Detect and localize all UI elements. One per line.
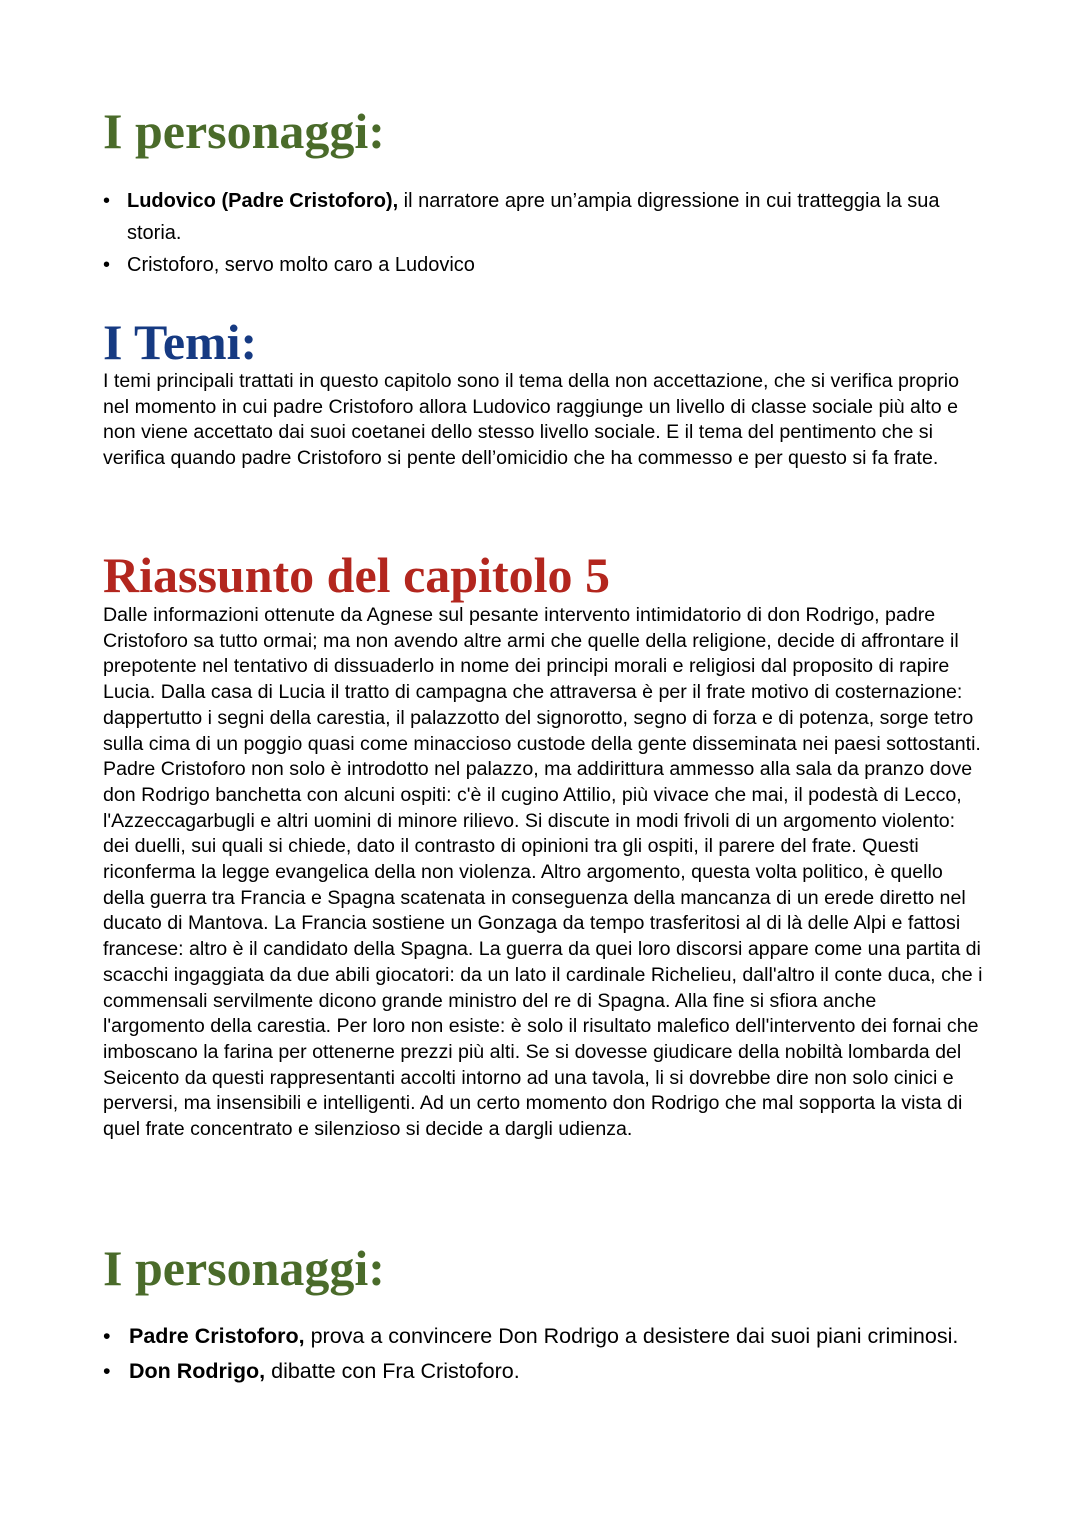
character-description: il narratore apre un’ampia digressione in cui tratteggia la sua storia. — [127, 190, 940, 244]
character-description: prova a convincere Don Rodrigo a desistere dai suoi piani criminosi. — [304, 1324, 959, 1348]
summary-paragraph: Dalle informazioni ottenute da Agnese sul pesante intervento intimidatorio di don Rodrigo, padre Cristoforo sa tutto ormai; ma non avendo altre armi che quelle della religione, decide di affrontare il prepotente nel tentativo di dissuaderlo in nome dei principi morali e religiosi dal proposito di rapire Lucia. Dalla casa di Lucia il tratto di campagna che attraversa è per il frate motivo di costernazione: dappertutto i segni della carestia, il palazzotto del signorotto, segno di forza e di potenza, sorge tetro sulla cima di un poggio quasi come minaccioso custode della gente disseminata nei paesi sottostanti. Padre Cristoforo non solo è introdotto nel palazzo, ma addirittura ammesso alla sala da pranzo dove don Rodrigo banchetta con alcuni ospiti: c'è il cugino Attilio, più vivace che mai, il podestà di Lecco, l'Azzeccagarbugli e altri uomini di minore rilievo. Si discute in modi frivoli di un argomento violento: dei duelli, sui quali si chiede, dato il contrasto di opinioni tra gli ospiti, il parere del frate. Questi riconferma la legge evangelica della non violenza. Altro argomento, questa volta politico, è quello della guerra tra Francia e Spagna scatenata in conseguenza della mancanza di un erede diretto nel ducato di Mantova. La Francia sostiene un Gonzaga da tempo trasferitosi al di là delle Alpi e fattosi francese: altro è il candidato della Spagna. La guerra da quei loro discorsi appare come una partita di scacchi ingaggiata da due abili giocatori: da un lato il cardinale Richelieu, dall'altro il conte duca, che i commensali servilmente dicono grande ministro del re di Spagna. Alla fine si sfiora anche l'argomento della carestia. Per loro non esiste: è solo il risultato malefico dell'intervento dei fornai che imboscano la farina per ottenerne prezzi più alti. Se si dovesse giudicare della nobiltà lombarda del Seicento da questi rappresentanti accolti intorno ad una tavola, li si dovrebbe dire non solo cinici e perversi, ma insensibili e intelligenti. Ad un certo momento don Rodrigo che mal sopporta la vista di quel frate concentrato e silenzioso si decide a dargli udienza. — [103, 604, 983, 1141]
themes-paragraph: I temi principali trattati in questo capitolo sono il tema della non accettazione, che si verifica proprio nel momento in cui padre Cristoforo allora Ludovico raggiunge un livello di classe sociale più alto e non viene accettato dai suoi coetanei dello stesso livello sociale. E il tema del pentimento che si verifica quando padre Cristoforo si pente dell’omicidio che ha commesso e per questo si fa frate. — [103, 370, 960, 470]
character-description: dibatte con Fra Cristoforo. — [265, 1359, 520, 1383]
list-item — [103, 1354, 973, 1389]
bullet-icon: • — [103, 254, 111, 276]
bullet-icon: • — [103, 1324, 111, 1348]
section-title-personaggi: I personaggi: — [103, 103, 385, 159]
list-item — [103, 185, 973, 249]
character-description: Cristoforo, servo molto caro a Ludovico — [127, 254, 475, 276]
list-item — [103, 249, 973, 281]
section-title-temi: I Temi: — [103, 314, 258, 370]
section-title-riassunto: Riassunto del capitolo 5 — [103, 547, 611, 603]
character-name: Ludovico (Padre Cristoforo), — [127, 190, 399, 212]
character-list-2 — [103, 1319, 973, 1389]
bullet-icon: • — [103, 1359, 111, 1383]
list-item — [103, 1319, 973, 1354]
character-name: Padre Cristoforo, — [129, 1324, 305, 1348]
character-list — [103, 185, 973, 281]
character-name: Don Rodrigo, — [129, 1359, 266, 1383]
section-title-personaggi-2: I personaggi: — [103, 1240, 385, 1296]
bullet-icon: • — [103, 190, 111, 212]
